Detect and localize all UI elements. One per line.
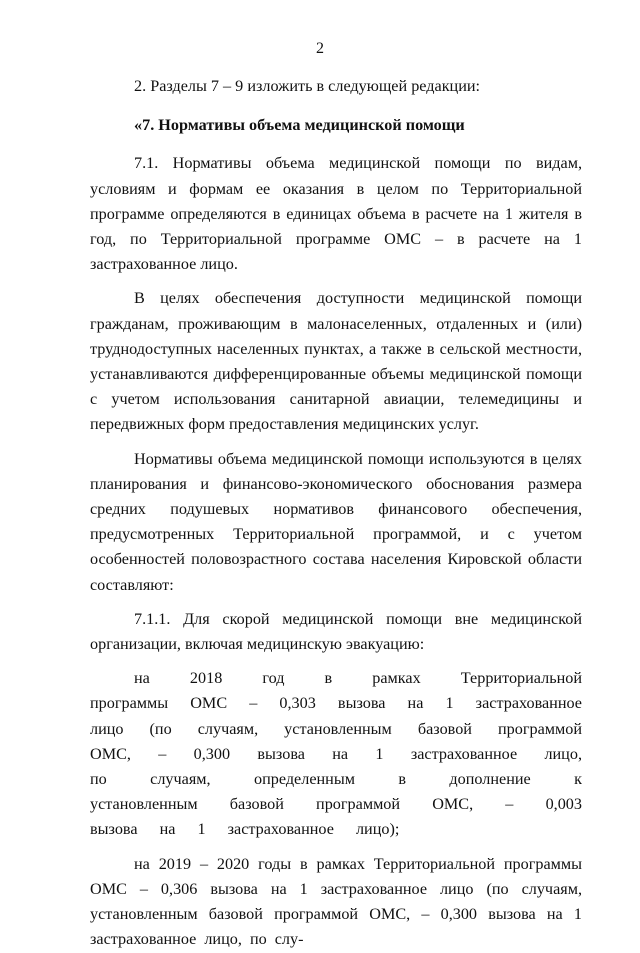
paragraph-7-1: 7.1. Нормативы объема медицинской помощи по видам, условиям и формам ее оказания в целом по Территориальной программе определяются в единицах объема в расчете на 1 жителя в год, по Территориальной программе ОМС – в расчете на 1 застрахованное лицо. [90,154,582,274]
paragraph-2018: на 2018 год в рамках Территориальной программы ОМС – 0,303 вызова на 1 застрахованное лицо (по случаям, установленным базовой программой ОМС, – 0,300 вызова на 1 застрахованное лицо, по случаям, определенным в дополнение к установленным базовой программой ОМС, – 0,003 вызова на 1 застрахованное лицо); [90,669,582,839]
paragraph-7-1-1: 7.1.1. Для скорой медицинской помощи вне медицинской организации, включая медицинскую эвакуацию: [90,609,582,654]
paragraph-2019-2020: на 2019 – 2020 годы в рамках Территориальной программы ОМС – 0,306 вызова на 1 застрахованное лицо (по случаям, установленным базовой программой ОМС, – 0,300 вызова на 1 застрахованное лицо, по слу- [90,854,582,949]
amendment-intro: 2. Разделы 7 – 9 изложить в следующей редакции: [134,77,481,95]
section-title: «7. Нормативы объема медицинской помощи [134,116,465,135]
paragraph-norms-usage: Нормативы объема медицинской помощи используются в целях планирования и финансово-экономического обоснования размера средних подушевых нормативов финансового обеспечения, предусмотренных Территориальной программой, и с учетом особенностей половозрастного состава населения Кировской области составляют: [90,449,582,594]
page-number: 2 [316,40,324,57]
document-body [90,74,582,953]
paragraph-accessibility: В целях обеспечения доступности медицинской помощи гражданам, проживающим в малонаселенных, отдаленных и (или) труднодоступных населенных пунктах, а также в сельской местности, устанавливаются дифференцированные объемы медицинской помощи с учетом использования санитарной авиации, телемедицины и передвижных форм предоставления медицинских услуг. [90,289,582,434]
